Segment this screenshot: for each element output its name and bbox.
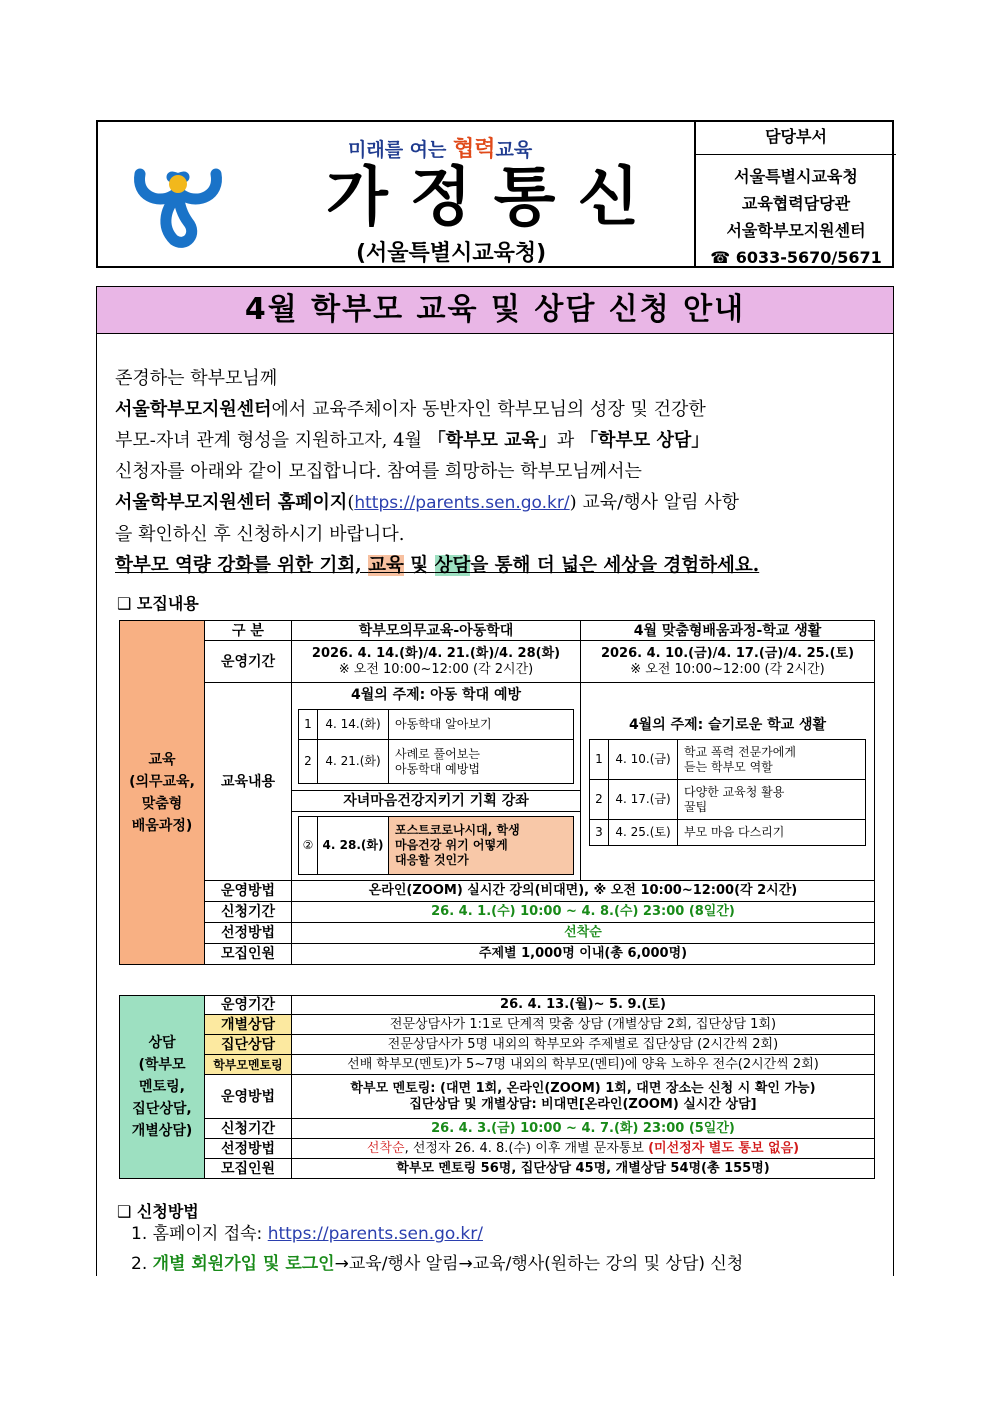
session-topic: 부모 마음 다스리기 — [678, 820, 866, 846]
apply-step — [131, 1219, 743, 1249]
recruit-section-title: ❑ 모집내용 — [117, 594, 199, 613]
intro-text: 신청자를 아래와 같이 모집합니다. 참여를 희망하는 학부모님께서는 — [115, 461, 642, 482]
recruit-count: 학부모 멘토링 56명, 집단상담 45명, 개별상담 54명(총 155명) — [292, 1159, 875, 1179]
highlight-cons: 상담 — [434, 555, 471, 576]
session-no: 1 — [590, 740, 609, 780]
step-text: 2. — [131, 1254, 153, 1274]
content-cell — [581, 683, 875, 881]
select-method: 선착순 — [292, 923, 875, 944]
session-no: 1 — [299, 710, 318, 740]
department-line: 교육협력담당관 — [741, 194, 851, 213]
period-cell — [292, 641, 581, 683]
intro-text: ( — [347, 492, 355, 513]
document-title: 가정통신 — [326, 161, 662, 235]
notice-banner: 4월 학부모 교육 및 상담 신청 안내 — [97, 287, 893, 334]
intro-paragraph — [115, 363, 877, 581]
apply-steps — [131, 1219, 743, 1279]
lecture-title: 자녀마음건강지키기 기획 강좌 — [292, 790, 580, 812]
slogan-accent: 협력 — [453, 137, 496, 162]
department-line: 서울학부모지원센터 — [726, 221, 866, 240]
counseling-category: 상담 (학부모 멘토링, 집단상담, 개별상담) — [120, 996, 205, 1179]
row-label: 선정방법 — [205, 923, 292, 944]
phone-number: 6033-5670/5671 — [735, 248, 882, 267]
period-dates: 2026. 4. 10.(금)/4. 17.(금)/4. 25.(토) — [600, 645, 855, 661]
session-topic: 다양한 교육청 활용 꿀팁 — [678, 780, 866, 820]
period-time: ※ 오전 10:00~12:00 (각 2시간) — [630, 661, 825, 677]
select-method — [292, 1139, 875, 1159]
department-header: 담당부서 — [696, 120, 896, 155]
step-text: 1. 홈페이지 접속: — [131, 1224, 268, 1244]
row-label: 신청기간 — [205, 1119, 292, 1139]
highlight-text: 을 통해 더 넓은 세상을 경험하세요. — [470, 555, 760, 576]
education-category: 교육 (의무교육, 맞춤형 배움과정) — [120, 621, 205, 965]
session-topic: 아동학대 알아보기 — [389, 710, 574, 740]
session-date: 4. 25.(토) — [609, 820, 678, 846]
greeting: 존경하는 학부모님께 — [115, 368, 278, 389]
indiv-cell: 전문상담사가 1:1로 단계적 맞춤 상담 (개별상담 2회, 집단상담 1회) — [292, 1015, 875, 1035]
theme-title: 4월의 주제: 아동 학대 예방 — [350, 687, 522, 703]
session-no: 2 — [299, 740, 318, 784]
homepage-link[interactable]: https://parents.sen.go.kr/ — [354, 493, 570, 513]
method-line: 집단상담 및 개별상담: 비대면[온라인(ZOOM) 실시간 상담] — [409, 1096, 757, 1112]
recruit-count: 주제별 1,000명 이내(총 6,000명) — [292, 944, 875, 965]
apply-section-title: ❑ 신청방법 — [117, 1202, 199, 1221]
group-cell: 전문상담사가 5명 내외의 학부모와 주제별로 집단상담 (2시간씩 2회) — [292, 1035, 875, 1055]
select-highlight: 선착순 — [366, 1140, 405, 1156]
session-topic: 포스트코로나시대, 학생 마음건강 위기 어떻게 대응할 것인가 — [389, 817, 574, 875]
center-name: 서울학부모지원센터 — [115, 399, 272, 420]
intro-text: ) 교육/행사 알림 사항 — [569, 492, 739, 513]
method-line: 학부모 멘토링: (대면 1회, 온라인(ZOOM) 1회, 대면 장소는 신청 시 확인 가능) — [350, 1080, 816, 1096]
select-note: (미선정자 별도 통보 없음) — [648, 1140, 800, 1156]
intro-text: 부모-자녀 관계 형성을 지원하고자, 4월 — [115, 430, 428, 451]
highlight-text: 및 — [403, 555, 435, 576]
method-cell — [292, 1075, 875, 1119]
content-cell — [292, 683, 581, 881]
session-date: 4. 14.(화) — [318, 710, 389, 740]
period-time: ※ 오전 10:00~12:00 (각 2시간) — [338, 661, 534, 677]
session-date: 4. 10.(금) — [609, 740, 678, 780]
row-label: 집단상담 — [205, 1035, 292, 1055]
row-label: 신청기간 — [205, 902, 292, 923]
session-date: 4. 21.(화) — [318, 740, 389, 784]
row-label: 모집인원 — [205, 944, 292, 965]
mentor-cell: 선배 학부모(멘토)가 5~7명 내외의 학부모(멘티)에 양육 노하우 전수(2시간씩 2회) — [292, 1055, 875, 1075]
theme-sessions — [589, 739, 866, 846]
apply-step — [131, 1249, 743, 1279]
intro-text: 을 확인하신 후 신청하시기 바랍니다. — [115, 524, 405, 545]
session-no: 3 — [590, 820, 609, 846]
period-cell — [581, 641, 875, 683]
theme-sessions — [298, 709, 574, 784]
session-date: 4. 17.(금) — [609, 780, 678, 820]
row-label: 학부모멘토링 — [205, 1055, 292, 1075]
homepage-label: 서울학부모지원센터 홈페이지 — [115, 492, 348, 513]
select-text: , 선정자 26. 4. 8.(수) 이후 개별 문자통보 — [404, 1140, 649, 1156]
theme-title: 4월의 주제: 슬기로운 학교 생활 — [628, 717, 827, 733]
intro-text: 에서 교육주체이자 동반자인 학부모님의 성장 및 건강한 — [271, 399, 706, 420]
session-no: 2 — [590, 780, 609, 820]
edu-mention: 「학부모 교육」 — [427, 430, 557, 451]
row-label: 개별상담 — [205, 1015, 292, 1035]
row-label: 모집인원 — [205, 1159, 292, 1179]
lecture-session — [298, 816, 574, 875]
notice-body — [96, 286, 894, 1276]
header-label: 구 분 — [205, 621, 292, 641]
document-subtitle: (서울특별시교육청) — [356, 241, 547, 266]
row-label: 운영기간 — [205, 641, 292, 683]
phone-icon: ☎ — [710, 248, 736, 267]
step-text: →교육/행사 알림→교육/행사(원하는 강의 및 상담) 신청 — [334, 1254, 744, 1274]
department-box — [694, 120, 896, 268]
seoul-education-logo — [126, 144, 230, 252]
highlight-edu: 교육 — [368, 555, 404, 576]
column-title: 4월 맞춤형배움과정-학교 생활 — [581, 621, 875, 641]
intro-text: 과 — [556, 430, 581, 451]
cons-mention: 「학부모 상담」 — [580, 430, 710, 451]
highlight-text: 학부모 역량 강화를 위한 기회, — [115, 555, 369, 576]
row-label: 운영기간 — [205, 996, 292, 1015]
slogan: 미래를 여는 협력교육 — [348, 137, 533, 162]
apply-link[interactable]: https://parents.sen.go.kr/ — [267, 1224, 483, 1244]
row-label: 교육내용 — [205, 683, 292, 881]
department-line: 서울특별시교육청 — [734, 167, 858, 186]
session-topic: 학교 폭력 전문가에게 듣는 학부모 역할 — [678, 740, 866, 780]
apply-period: 26. 4. 3.(금) 10:00 ~ 4. 7.(화) 23:00 (5일간) — [292, 1119, 875, 1139]
period-dates: 2026. 4. 14.(화)/4. 21.(화)/4. 28(화) — [311, 645, 561, 661]
period-cell: 26. 4. 13.(월)~ 5. 9.(토) — [292, 996, 875, 1015]
education-table — [119, 620, 875, 965]
method-cell: 온라인(ZOOM) 실시간 강의(비대면), ※ 오전 10:00~12:00(각 2시간) — [292, 881, 875, 902]
step-highlight: 개별 회원가입 및 로그인 — [152, 1254, 335, 1274]
session-date: 4. 28.(화) — [318, 817, 389, 875]
phone-line — [696, 244, 896, 271]
row-label: 운영방법 — [205, 1075, 292, 1119]
counseling-table — [119, 995, 875, 1179]
column-title: 학부모의무교육-아동학대 — [292, 621, 581, 641]
highlight-line — [115, 550, 877, 581]
session-no: ② — [299, 817, 318, 875]
row-label: 운영방법 — [205, 881, 292, 902]
row-label: 선정방법 — [205, 1139, 292, 1159]
apply-period: 26. 4. 1.(수) 10:00 ~ 4. 8.(수) 23:00 (8일간) — [292, 902, 875, 923]
document-header — [96, 120, 894, 268]
session-topic: 사례로 풀어보는 아동학대 예방법 — [389, 740, 574, 784]
